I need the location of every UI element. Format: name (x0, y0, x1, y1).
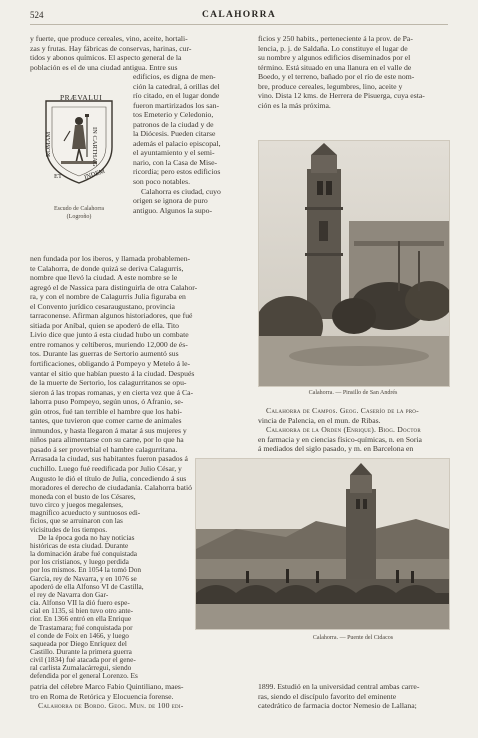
right-column-mid-text (258, 406, 452, 454)
text-line: antiguo. Algunos la supo- (133, 205, 213, 215)
text-line: el conde de Foix en 1466, y luego (30, 630, 129, 640)
page-number: 524 (30, 10, 44, 20)
text-line: fortificaciones, obligando á Pompeyo y Metelo á le- (30, 359, 191, 369)
text-line: sieron á las tropas romanas, y en cierta vez que á Ca- (30, 387, 194, 397)
text-line: rior. En 1366 entró en ella Enrique (30, 614, 132, 624)
text-line: vantar el sitio que habían puesto á la ciudad. Después (30, 368, 195, 378)
text-line: civil (1834) fué atacada por el gene- (30, 655, 136, 665)
photo-bridge-caption: Calahorra. — Puente del Cidacos (312, 635, 394, 641)
text-line: además el palacio episcopal, (133, 138, 221, 148)
text-line: cía. Alfonso VII la dió fuero espe- (30, 598, 130, 608)
right-column-bottom-text (258, 682, 452, 711)
text-line: Calahorra de Campos. Geog. Caserío de la pro- (266, 406, 419, 415)
running-head: CALAHORRA (202, 10, 276, 20)
text-line: cial en 1135, si bien tuvo otro ante- (30, 606, 134, 616)
text-line: el Convento jurídico cesaraugustano, provincia (30, 301, 175, 311)
text-line: tos. Durante las guerras de Sertorio aumentó sus (30, 349, 179, 359)
text-line: vincia de Palencia, en el mun. de Ribas. (258, 415, 381, 425)
text-line: lahorra puso Pompeyo, según unos, ó Afranio, se- (30, 397, 184, 407)
text-line: ficios, que se arruinaron con las (30, 516, 123, 526)
text-line: tidos y abonos químicos. El aspecto general de la (30, 53, 182, 63)
text-line: patronos de la ciudad y de (133, 119, 214, 129)
text-line: patria del célebre Marco Fabio Quintiliano, maes- (30, 682, 184, 691)
text-line: zas y frutas. Hay fábricas de conservas, harinas, cur- (30, 43, 192, 53)
text-line: tarraconense. Afirman algunos historiadores, que fué (30, 311, 193, 321)
left-column-beside-shield (133, 72, 252, 215)
text-line: ción la catedral, á orillas del (133, 81, 220, 91)
text-line: tantes, que tuvieron que comer carne de animales (30, 416, 182, 426)
text-line: vino. Dista 12 kms. de Herrera de Pisuerga, cuya esta- (258, 91, 425, 101)
text-line: á mediados del siglo pasado, y m. en Barcelona en (258, 444, 414, 454)
text-line: la dominación árabe fué conquistada (30, 549, 137, 559)
text-line: niños para alimentarse con su carne, por lo que ha (30, 435, 184, 445)
text-line: su nombre y algunos edificios diseminados por el (258, 53, 411, 63)
text-line: tro en Roma de Retórica y Elocuencia forense. (30, 691, 174, 701)
text-line: inmundos, y hasta llegaron á matar á sus mujeres y (30, 425, 187, 435)
text-line: nen fundada por los iberos, y llamada probablemen- (30, 254, 191, 263)
page-header (30, 8, 448, 25)
text-line: nombre que llevó la ciudad. A este nombre se le (30, 273, 178, 283)
shield-caption: Escudo de Calahorra (54, 206, 104, 212)
text-line: gún otros, fué tan terrible el hambre que los habi- (30, 406, 182, 416)
text-line: población es el de una ciudad antigua. Entre sus (30, 62, 178, 72)
text-line: río citado, en el lugar donde (133, 91, 220, 101)
left-column-lower (30, 493, 190, 681)
text-line: Augusto le dió el título de Julia, concediendo á sus (30, 473, 187, 483)
photo-church-tower-caption: Calahorra. — Pinsillo de San Andrés (308, 390, 398, 396)
text-line: entre romanos y celtíberos, muriendo 12,000 de és- (30, 339, 188, 349)
text-line: sitiada por Aníbal, quien se apoderó de ella. Tito (30, 320, 180, 330)
text-line: bre, produce cereales, legumbres, lino, aceite y (258, 81, 403, 91)
text-line: moradores el derecho de ciudadanía. Calahorra batió (30, 483, 193, 493)
text-line: magnífico acueducto y suntuosos edi- (30, 508, 141, 518)
text-line: catedrático de farmacia doctor Nemesio de Lallana; (258, 701, 417, 711)
text-line: origen se ignora de puro (133, 196, 208, 206)
text-line: vicisitudes de los tiempos. (30, 524, 108, 534)
text-line: Calahorra de la Orden (Enrique). Biog. Doctor (266, 425, 421, 435)
text-line: De la época goda no hay noticias (38, 532, 135, 542)
text-line: lencia, p. j. de Saldaña. Lo constituye el lugar de (258, 43, 408, 53)
text-line: Calahorra de Bordo. Geog. Mun. de 100 edi- (38, 701, 184, 711)
text-line: ral carlista Zumalacárregui, siendo (30, 663, 132, 673)
shield-motto-right: IN CARTHAG (91, 127, 98, 167)
text-line: de Trastamara; fué conquistada por (30, 622, 133, 632)
text-line: la Diócesis. Pueden citarse (133, 129, 216, 139)
text-line: Livio dice que junto á esta ciudad hubo un combate (30, 330, 189, 340)
photo-bridge (195, 458, 450, 630)
text-line: Boedo, y el terreno, bañado por el río de este nom- (258, 72, 415, 82)
text-line: te Calahorra, de donde quizá se deriva Calagurris, (30, 263, 184, 273)
shield-motto-et: ET (54, 173, 62, 180)
text-line: ficios y 250 habits., perteneciente á la prov. de Pa- (258, 34, 413, 43)
text-line: por los cristianos, y luego perdida (30, 557, 129, 567)
text-line: saqueada por Diego Enríquez del (30, 638, 127, 648)
text-line: de la muerte de Sertorio, los calagurritanos se opu- (30, 378, 187, 388)
text-line: ra, y con el nombre de Calagurris Julia figuraba en (30, 292, 186, 302)
text-line: García, rey de Navarra, y en 1076 se (30, 573, 137, 583)
text-line: ricordia; pero estos edificios (133, 167, 221, 177)
coat-of-arms-image (40, 95, 118, 187)
text-line: el rey de Navarra don Gar- (30, 589, 109, 599)
shield-caption-sub: (Logroño) (66, 214, 92, 220)
text-line: nario, con la Casa de Mise- (133, 157, 218, 167)
text-line: ción es la más próxima. (258, 100, 331, 110)
photo-church-tower (258, 140, 450, 387)
shield-motto-top: PRÆVALUI (60, 93, 103, 102)
text-line: apoderó de ella Alfonso VI de Castilla, (30, 581, 144, 591)
text-line: el ayuntamiento y el semi- (133, 148, 215, 158)
text-line: en farmacia y en ciencias físico-químicas, n. en Soria (258, 434, 422, 444)
left-column-top-text (30, 34, 252, 72)
text-line: edificios, es digna de men- (133, 72, 216, 81)
text-line: Castillo. Durante la primera guerra (30, 646, 132, 656)
text-line: fueron martirizados los san- (133, 100, 220, 110)
text-line: Calahorra es ciudad, cuyo (141, 186, 221, 196)
text-line: y fuerte, que produce cereales, vino, aceite, hortali- (30, 34, 188, 43)
right-column-top-text (258, 34, 452, 110)
text-line: tos Emeterio y Celedonio, (133, 110, 214, 120)
text-line: por los mismos. En 1054 la tomó Don (30, 565, 142, 575)
text-line: cuchillo. Luego fué reedificada por Julio César, y (30, 464, 182, 474)
text-line: defendida por el general Lorenzo. Es (30, 671, 138, 681)
text-line: Arrasada la ciudad, sus habitantes fueron pasados á (30, 454, 188, 464)
text-line: moneda con el busto de los Césares, (30, 492, 136, 501)
text-line: son poco notables. (133, 177, 191, 187)
text-line: tuvo circo y juegos megalenses, (30, 500, 124, 510)
left-column-footer (30, 682, 252, 711)
text-line: término. Está situado en una llanura en el valle de (258, 62, 412, 72)
text-line: pasado á ser proverbial el hambre calagurritana. (30, 444, 178, 454)
text-line: 1899. Estudió en la universidad central ambas carre- (258, 682, 420, 691)
text-line: ras, siendo el discípulo favorito del eminente (258, 691, 397, 701)
text-line: agregó el de Nassica para distinguirla de otra Calahor- (30, 282, 198, 292)
shield-motto-left: ROMAM (45, 131, 52, 157)
shield-motto-indem: INDEM (83, 167, 106, 182)
text-line: históricas de esta ciudad. Durante (30, 540, 129, 550)
left-column-body (30, 254, 252, 493)
